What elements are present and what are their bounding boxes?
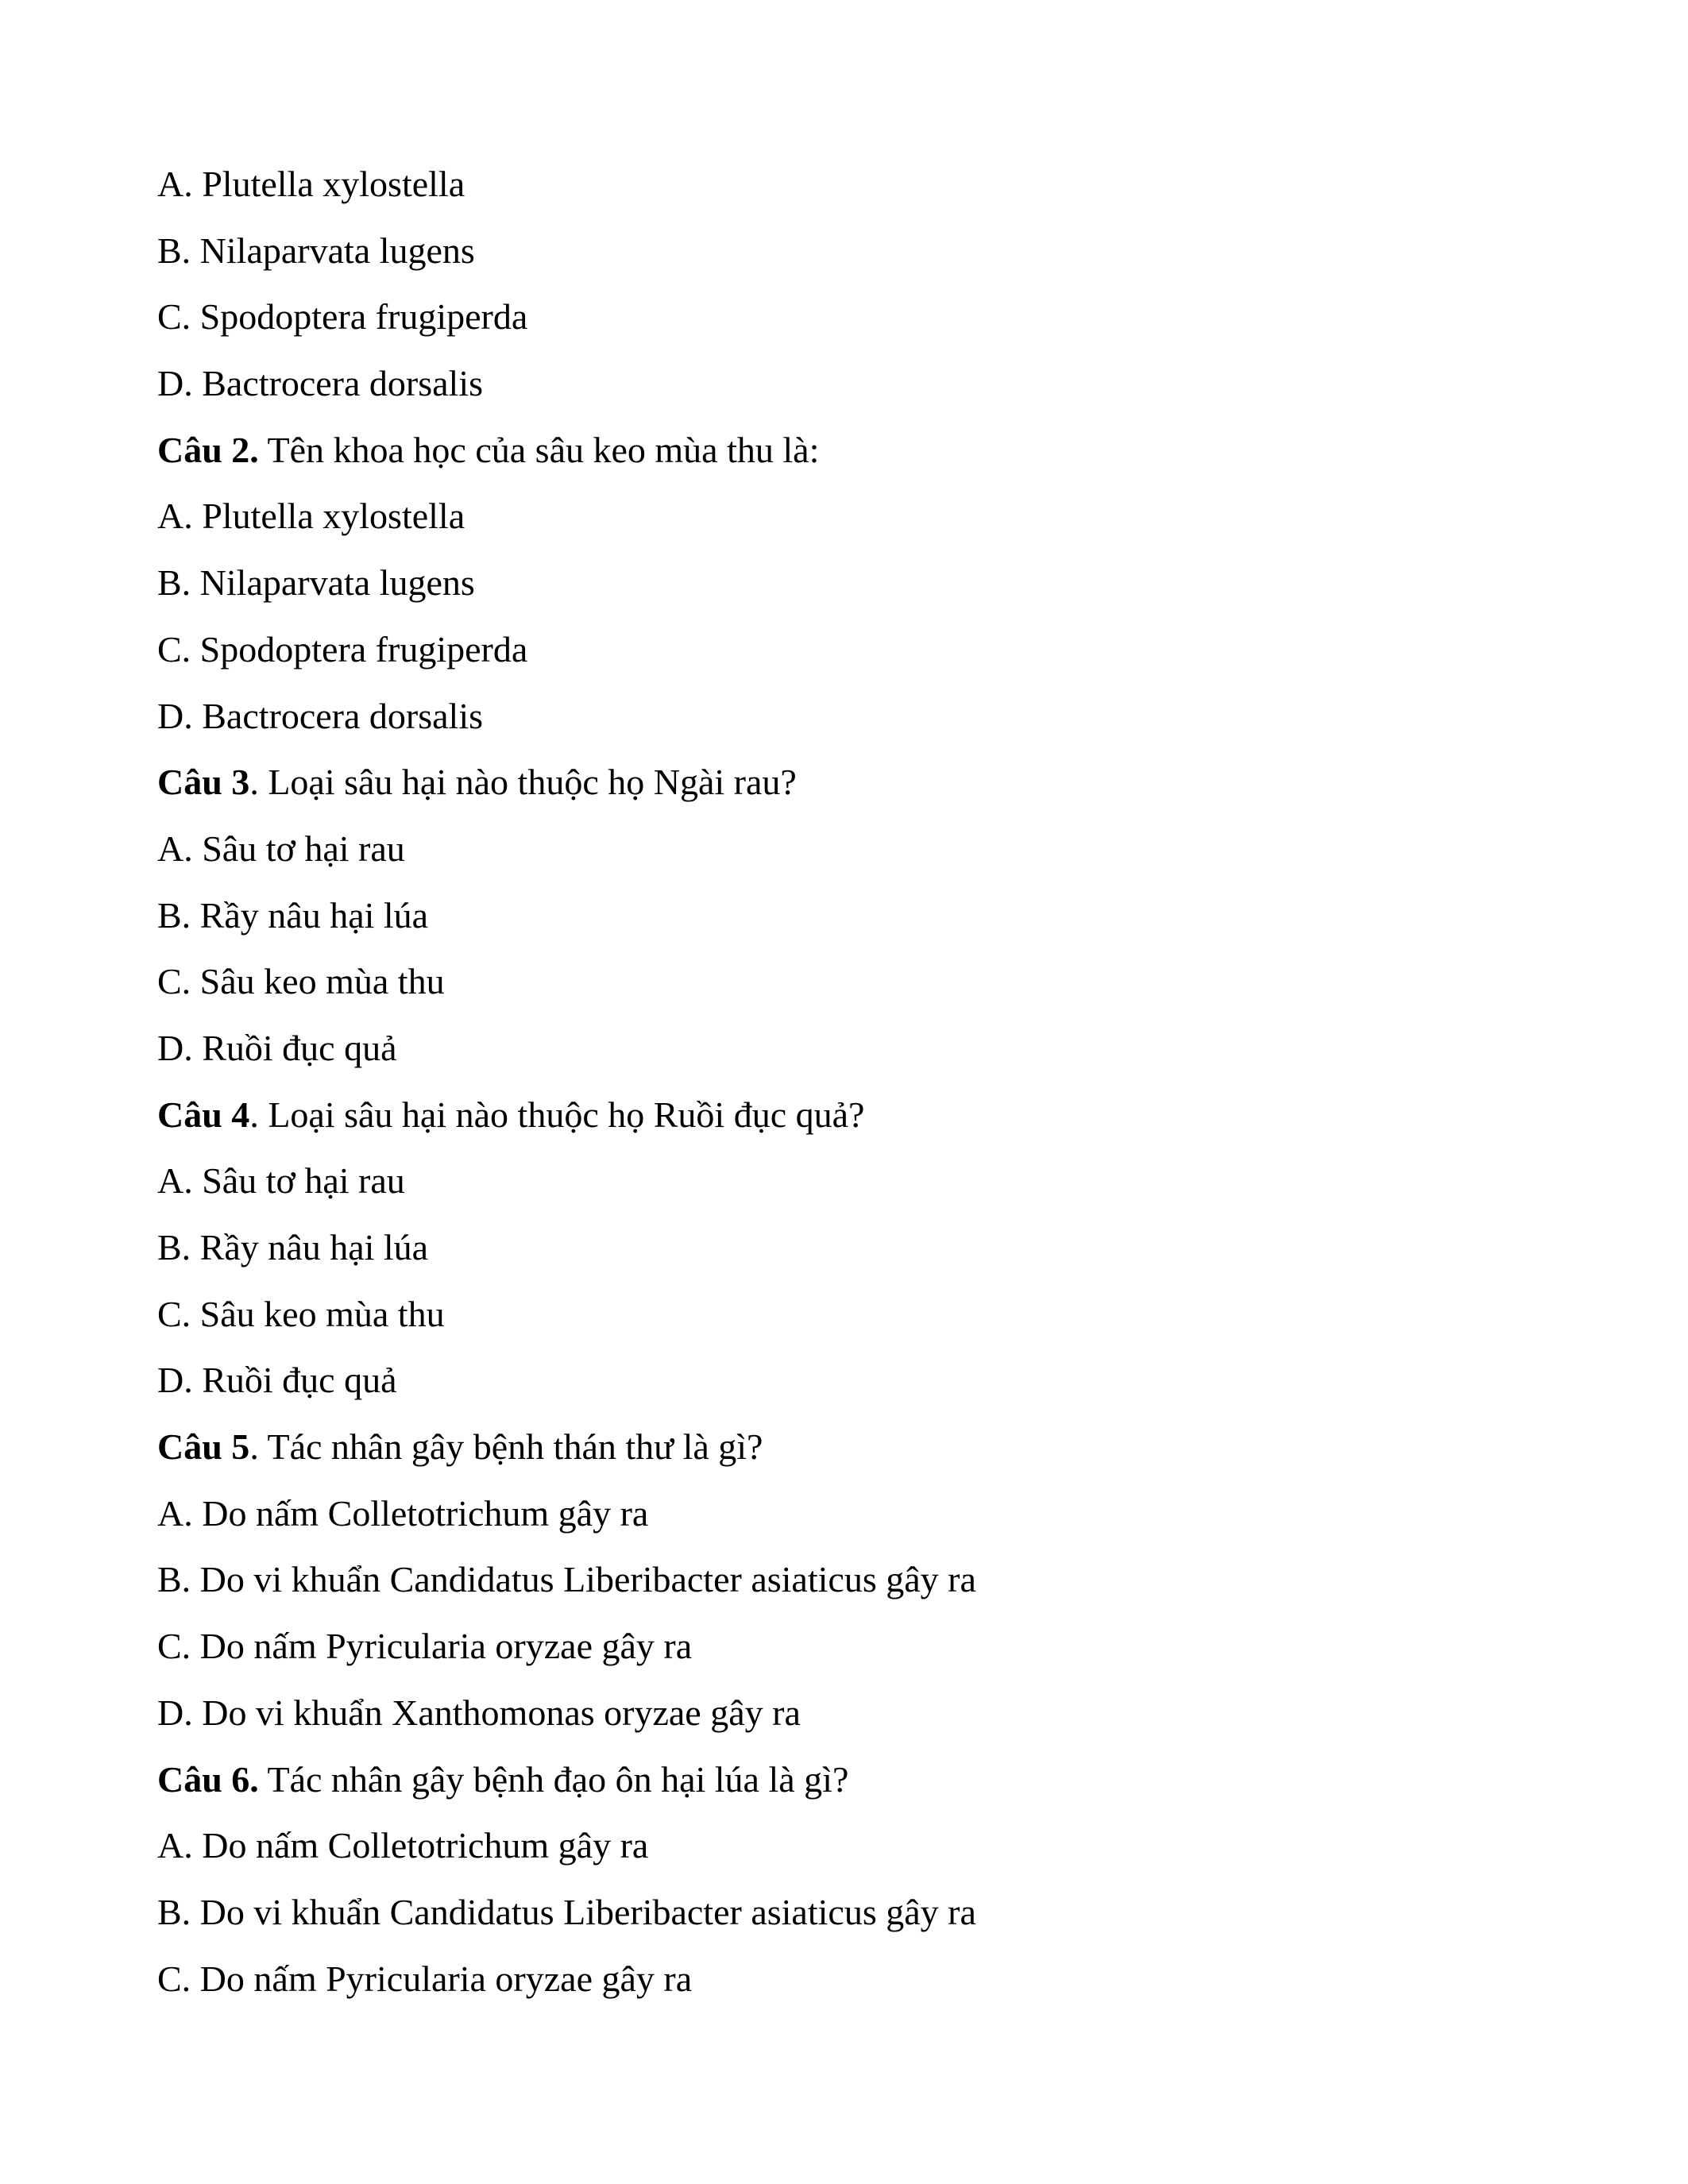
answer-option: A. Plutella xylostella [157, 164, 465, 204]
answer-option: A. Do nấm Colletotrichum gây ra [157, 1492, 649, 1534]
answer-option: D. Do vi khuẩn Xanthomonas oryzae gây ra [157, 1692, 801, 1733]
answer-option: B. Do vi khuẩn Candidatus Liberibacter asiaticus gây ra [157, 1891, 976, 1932]
answer-option: D. Bactrocera dorsalis [157, 363, 484, 404]
question-number: Câu 5 [157, 1426, 250, 1468]
answer-option: C. Do nấm Pyricularia oryzae gây ra [157, 1958, 693, 1999]
question-number: Câu 2. [157, 429, 259, 470]
answer-option: C. Sâu keo mùa thu [157, 1293, 445, 1334]
answer-option: C. Do nấm Pyricularia oryzae gây ra [157, 1626, 693, 1667]
answer-option: A. Sâu tơ hại rau [157, 828, 405, 869]
answer-option: B. Rầy nâu hại lúa [157, 1227, 429, 1268]
question-number: Câu 6. [157, 1758, 259, 1800]
question-text: Tên khoa học của sâu keo mùa thu là: [258, 429, 820, 470]
question-line [157, 1414, 1587, 1480]
answer-option: B. Nilaparvata lugens [157, 230, 475, 271]
answer-option: C. Sâu keo mùa thu [157, 961, 445, 1002]
answer-option: B. Rầy nâu hại lúa [157, 894, 429, 936]
question-line [157, 749, 1587, 816]
answer-option: D. Ruồi đục quả [157, 1027, 397, 1068]
answer-option: C. Spodoptera frugiperda [157, 628, 528, 669]
answer-option: D. Ruồi đục quả [157, 1360, 397, 1401]
question-line [157, 1082, 1587, 1148]
answer-option: C. Spodoptera frugiperda [157, 296, 528, 338]
question-text: Tác nhân gây bệnh đạo ôn hại lúa là gì? [258, 1758, 849, 1800]
answer-option: B. Do vi khuẩn Candidatus Liberibacter asiaticus gây ra [157, 1559, 976, 1600]
question-text: . Loại sâu hại nào thuộc họ Ruồi đục quả? [249, 1094, 865, 1135]
question-number: Câu 4 [157, 1094, 250, 1135]
answer-option: A. Do nấm Colletotrichum gây ra [157, 1825, 649, 1866]
answer-option: A. Sâu tơ hại rau [157, 1160, 405, 1202]
document-page [157, 151, 1587, 2012]
question-line [157, 417, 1587, 484]
question-text: . Tác nhân gây bệnh thán thư là gì? [249, 1426, 763, 1468]
question-text: . Loại sâu hại nào thuộc họ Ngài rau? [249, 762, 797, 803]
answer-option: D. Bactrocera dorsalis [157, 695, 484, 736]
answer-option: B. Nilaparvata lugens [157, 562, 475, 604]
question-line [157, 1746, 1587, 1813]
answer-option: A. Plutella xylostella [157, 496, 465, 537]
question-number: Câu 3 [157, 762, 250, 803]
